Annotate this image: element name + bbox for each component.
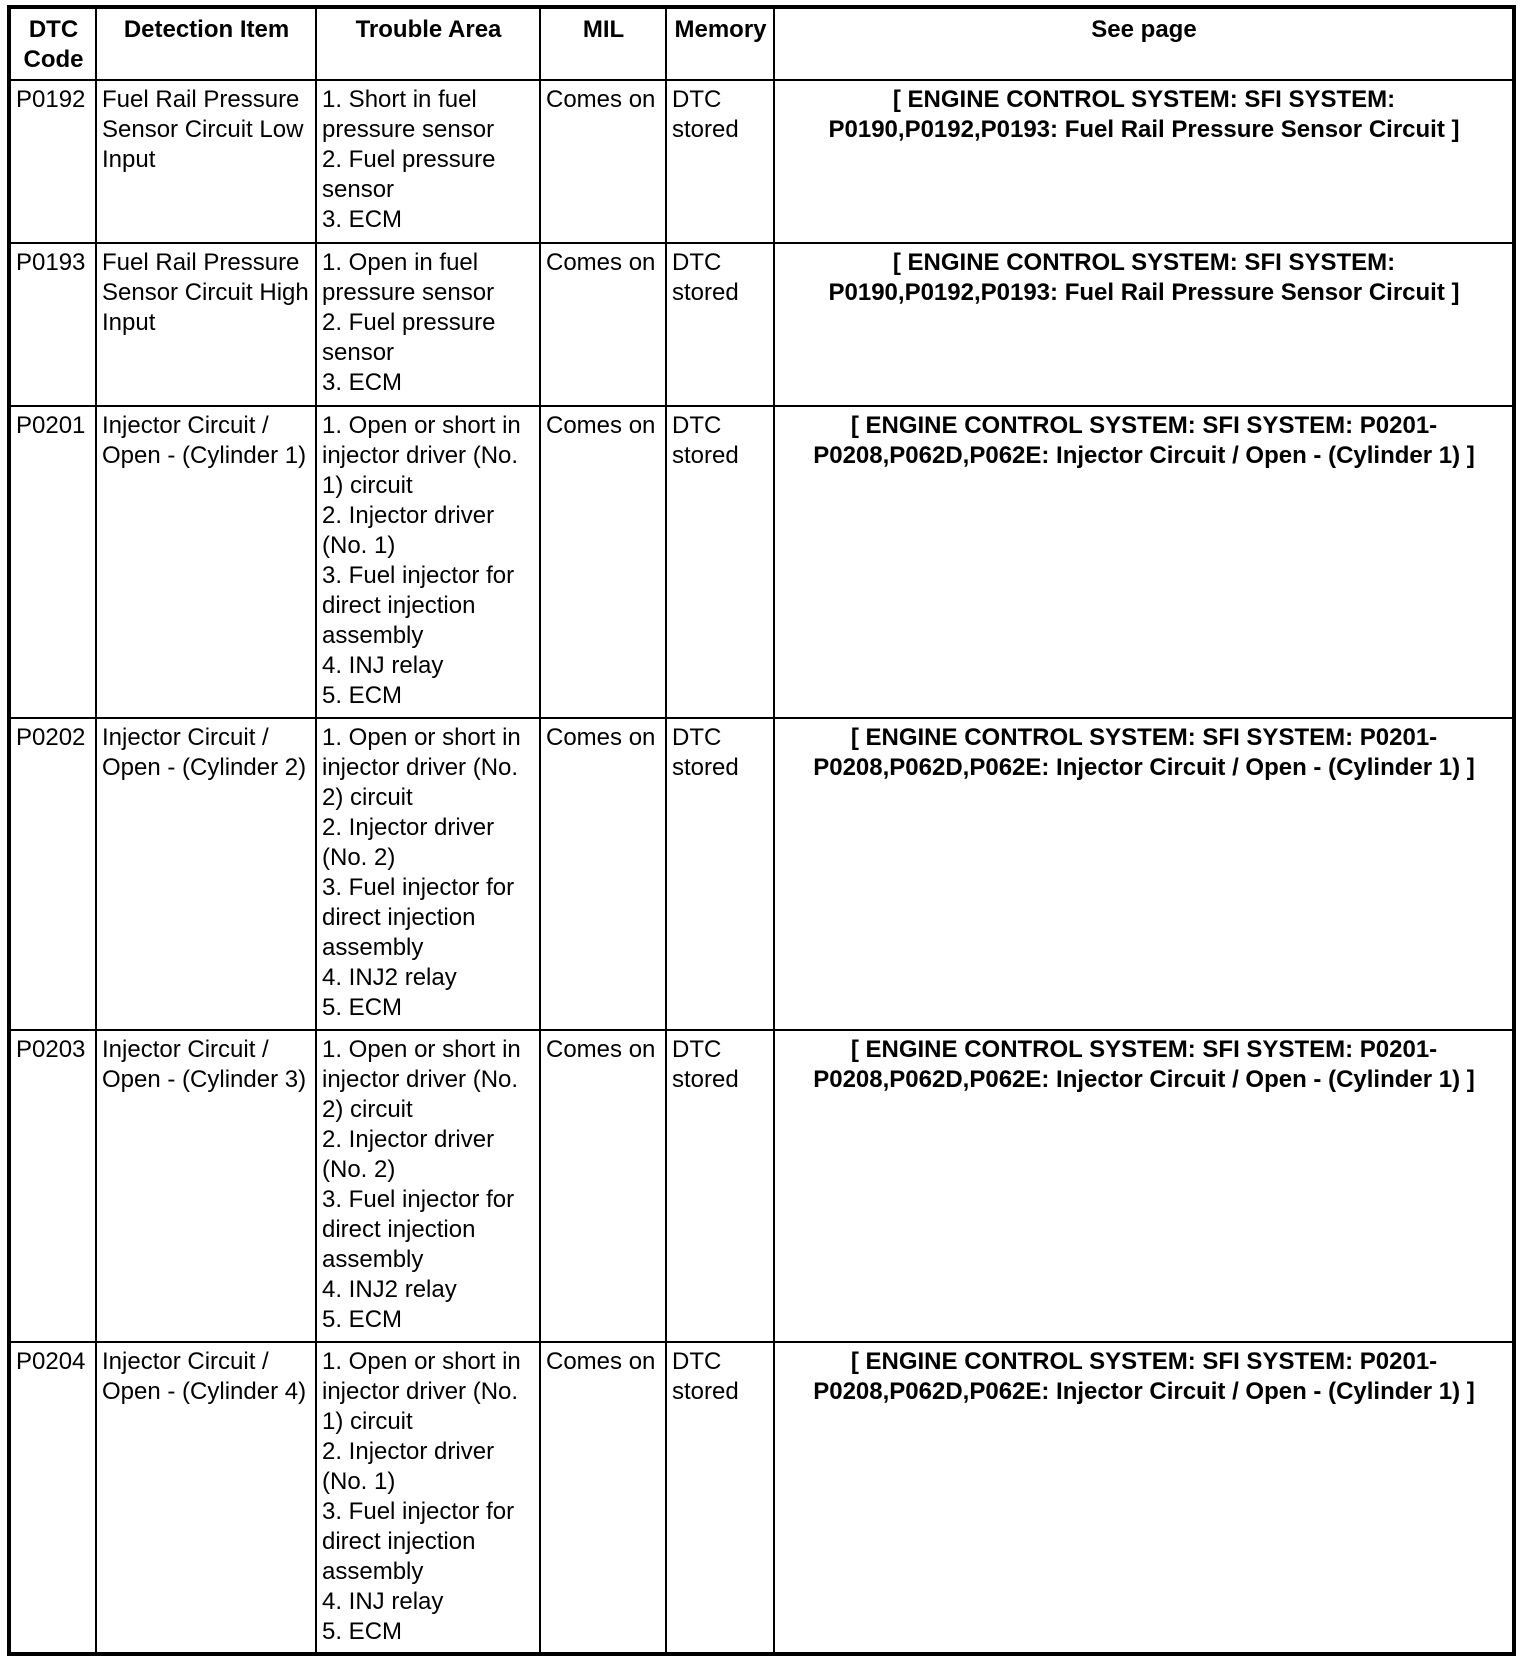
cell-dtc-code: P0202 <box>9 718 96 1030</box>
header-mil: MIL <box>540 7 666 80</box>
cell-mil: Comes on <box>540 718 666 1030</box>
cell-see-page-link[interactable]: [ ENGINE CONTROL SYSTEM: SFI SYSTEM: P0190,P0192,P0193: Fuel Rail Pressure Sensor Circuit ] <box>774 80 1514 243</box>
trouble-item: 5. ECM <box>322 1306 403 1333</box>
cell-dtc-code: P0203 <box>9 1030 96 1342</box>
trouble-item: 2. Fuel pressure sensor <box>322 309 496 366</box>
trouble-item: 1. Open or short in injector driver (No. 1) circuit <box>322 412 521 499</box>
trouble-item: 1. Open or short in injector driver (No. 2) circuit <box>322 1036 521 1123</box>
header-dtc-code: DTC Code <box>9 7 96 80</box>
trouble-item: 2. Injector driver (No. 2) <box>322 814 495 871</box>
cell-detection-item: Fuel Rail Pressure Sensor Circuit Low Input <box>96 80 316 243</box>
trouble-item: 3. ECM <box>322 206 403 233</box>
table-row <box>9 1342 1514 1654</box>
trouble-item: 1. Short in fuel pressure sensor <box>322 86 495 143</box>
cell-memory: DTC stored <box>666 406 774 718</box>
table-row <box>9 1030 1514 1342</box>
table-row <box>9 243 1514 406</box>
trouble-item: 3. Fuel injector for direct injection assembly <box>322 1186 515 1273</box>
cell-trouble-area <box>316 1030 540 1342</box>
cell-memory: DTC stored <box>666 243 774 406</box>
cell-memory: DTC stored <box>666 1342 774 1654</box>
trouble-item: 3. ECM <box>322 369 403 396</box>
cell-see-page-link[interactable]: [ ENGINE CONTROL SYSTEM: SFI SYSTEM: P0201-P0208,P062D,P062E: Injector Circuit / Open - (Cylinder 1) ] <box>774 718 1514 1030</box>
cell-mil: Comes on <box>540 1030 666 1342</box>
cell-trouble-area <box>316 243 540 406</box>
trouble-item: 2. Injector driver (No. 1) <box>322 502 495 559</box>
trouble-item: 3. Fuel injector for direct injection assembly <box>322 562 515 649</box>
table-row <box>9 718 1514 1030</box>
cell-mil: Comes on <box>540 80 666 243</box>
cell-see-page-link[interactable]: [ ENGINE CONTROL SYSTEM: SFI SYSTEM: P0201-P0208,P062D,P062E: Injector Circuit / Open - (Cylinder 1) ] <box>774 1342 1514 1654</box>
header-row <box>9 7 1514 80</box>
cell-see-page-link[interactable]: [ ENGINE CONTROL SYSTEM: SFI SYSTEM: P0201-P0208,P062D,P062E: Injector Circuit / Open - (Cylinder 1) ] <box>774 1030 1514 1342</box>
cell-dtc-code: P0192 <box>9 80 96 243</box>
cell-trouble-area <box>316 80 540 243</box>
cell-mil: Comes on <box>540 1342 666 1654</box>
cell-mil: Comes on <box>540 406 666 718</box>
trouble-item: 4. INJ relay <box>322 1588 444 1615</box>
trouble-item: 5. ECM <box>322 994 403 1021</box>
cell-trouble-area <box>316 406 540 718</box>
header-memory: Memory <box>666 7 774 80</box>
trouble-item: 2. Injector driver (No. 2) <box>322 1126 495 1183</box>
cell-trouble-area <box>316 718 540 1030</box>
cell-trouble-area <box>316 1342 540 1654</box>
table-row <box>9 406 1514 718</box>
cell-detection-item: Injector Circuit / Open - (Cylinder 4) <box>96 1342 316 1654</box>
dtc-table-container <box>7 5 1516 1656</box>
cell-see-page-link[interactable]: [ ENGINE CONTROL SYSTEM: SFI SYSTEM: P0201-P0208,P062D,P062E: Injector Circuit / Open - (Cylinder 1) ] <box>774 406 1514 718</box>
trouble-item: 4. INJ2 relay <box>322 1276 457 1303</box>
header-detection-item: Detection Item <box>96 7 316 80</box>
cell-memory: DTC stored <box>666 80 774 243</box>
cell-memory: DTC stored <box>666 718 774 1030</box>
table-row <box>9 80 1514 243</box>
cell-detection-item: Injector Circuit / Open - (Cylinder 1) <box>96 406 316 718</box>
cell-mil: Comes on <box>540 243 666 406</box>
trouble-item: 2. Fuel pressure sensor <box>322 146 496 203</box>
header-see-page: See page <box>774 7 1514 80</box>
trouble-item: 2. Injector driver (No. 1) <box>322 1438 495 1495</box>
cell-dtc-code: P0193 <box>9 243 96 406</box>
trouble-item: 1. Open or short in injector driver (No. 2) circuit <box>322 724 521 811</box>
trouble-item: 4. INJ2 relay <box>322 964 457 991</box>
trouble-item: 3. Fuel injector for direct injection assembly <box>322 1498 515 1585</box>
cell-memory: DTC stored <box>666 1030 774 1342</box>
trouble-item: 5. ECM <box>322 682 403 709</box>
cell-detection-item: Fuel Rail Pressure Sensor Circuit High Input <box>96 243 316 406</box>
trouble-item: 1. Open in fuel pressure sensor <box>322 249 495 306</box>
trouble-item: 5. ECM <box>322 1618 403 1645</box>
cell-dtc-code: P0204 <box>9 1342 96 1654</box>
dtc-table <box>7 5 1516 1656</box>
cell-dtc-code: P0201 <box>9 406 96 718</box>
trouble-item: 1. Open or short in injector driver (No. 1) circuit <box>322 1348 521 1435</box>
cell-see-page-link[interactable]: [ ENGINE CONTROL SYSTEM: SFI SYSTEM: P0190,P0192,P0193: Fuel Rail Pressure Sensor Circuit ] <box>774 243 1514 406</box>
header-trouble-area: Trouble Area <box>316 7 540 80</box>
cell-detection-item: Injector Circuit / Open - (Cylinder 2) <box>96 718 316 1030</box>
trouble-item: 4. INJ relay <box>322 652 444 679</box>
cell-detection-item: Injector Circuit / Open - (Cylinder 3) <box>96 1030 316 1342</box>
trouble-item: 3. Fuel injector for direct injection assembly <box>322 874 515 961</box>
